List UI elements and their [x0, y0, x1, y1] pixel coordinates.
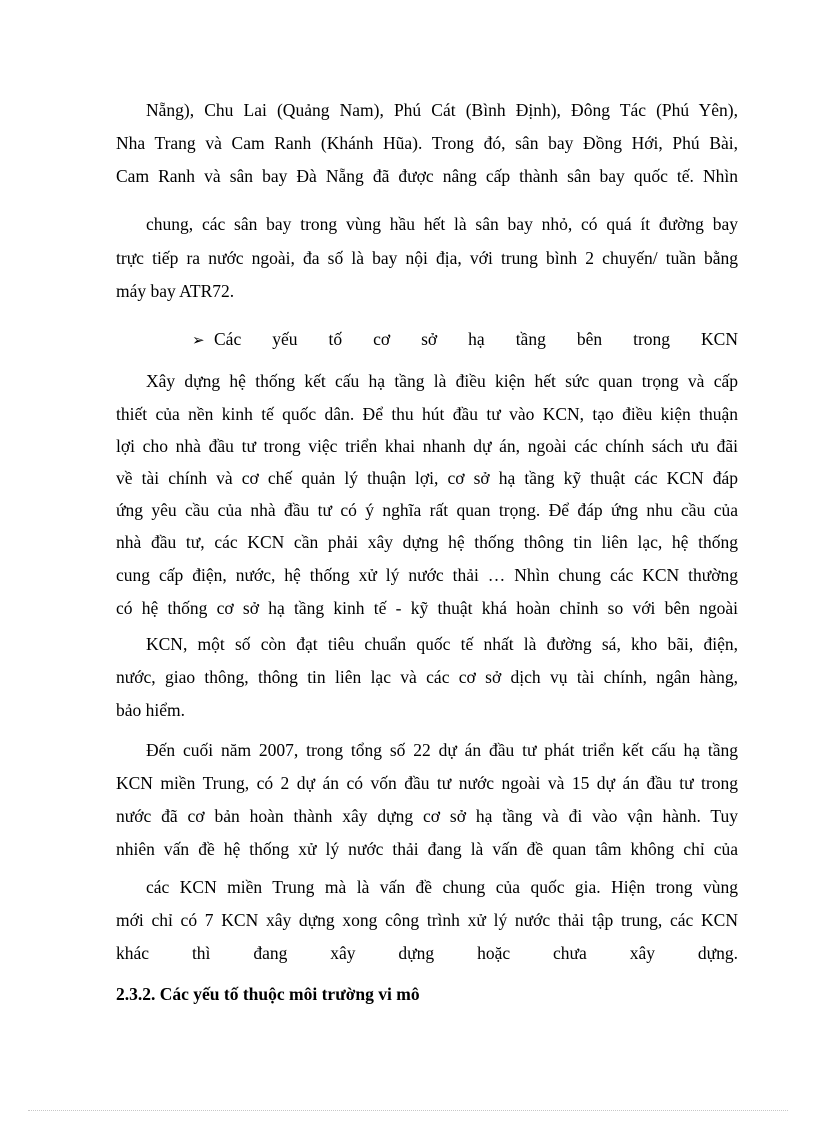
text-line: nước đã cơ bản hoàn thành xây dựng cơ sở hạ tầng và đi vào vận hành. Tuy — [116, 806, 738, 826]
text-line: khác thì đang xây dựng hoặc chưa xây dựng. — [116, 943, 738, 963]
bullet-text: Các yếu tố cơ sở hạ tầng bên trong KCN — [214, 329, 738, 349]
page-bottom-divider — [28, 1110, 788, 1111]
text-line: bảo hiểm. — [116, 700, 186, 720]
text-line: mới chỉ có 7 KCN xây dựng xong công trình xử lý nước thải tập trung, các KCN — [116, 910, 738, 930]
text-line: về tài chính và cơ chế quản lý thuận lợi, cơ sở hạ tầng kỹ thuật các KCN đáp — [116, 468, 738, 488]
text-line: nước, giao thông, thông tin liên lạc và các cơ sở dịch vụ tài chính, ngân hàng, — [116, 667, 738, 687]
text-line: Xây dựng hệ thống kết cấu hạ tầng là điều kiện hết sức quan trọng và cấp — [146, 371, 738, 391]
text-line: trực tiếp ra nước ngoài, đa số là bay nội địa, với trung bình 2 chuyến/ tuần bằng — [116, 248, 738, 268]
text-line: có hệ thống cơ sở hạ tầng kinh tế - kỹ thuật khá hoàn chỉnh so với bên ngoài — [116, 598, 738, 618]
text-line: các KCN miền Trung mà là vấn đề chung của quốc gia. Hiện trong vùng — [146, 877, 738, 897]
text-line: Cam Ranh và sân bay Đà Nẵng đã được nâng cấp thành sân bay quốc tế. Nhìn — [116, 166, 738, 186]
text-line: cung cấp điện, nước, hệ thống xử lý nước thải … Nhìn chung các KCN thường — [116, 565, 738, 585]
text-line: Nẵng), Chu Lai (Quảng Nam), Phú Cát (Bình Định), Đông Tác (Phú Yên), — [146, 100, 738, 120]
text-line: máy bay ATR72. — [116, 281, 235, 301]
text-line: thiết của nền kinh tế quốc dân. Để thu hút đầu tư vào KCN, tạo điều kiện thuận — [116, 404, 738, 424]
text-line: chung, các sân bay trong vùng hầu hết là sân bay nhỏ, có quá ít đường bay — [146, 214, 738, 234]
text-line: Đến cuối năm 2007, trong tổng số 22 dự án đầu tư phát triển kết cấu hạ tầng — [146, 740, 738, 760]
section-heading: 2.3.2. Các yếu tố thuộc môi trường vi mô — [116, 984, 420, 1004]
text-line: nhà đầu tư, các KCN cần phải xây dựng hệ thống thông tin liên lạc, hệ thống — [116, 532, 738, 552]
text-line: Nha Trang và Cam Ranh (Khánh Hũa). Trong đó, sân bay Đồng Hới, Phú Bài, — [116, 133, 738, 153]
text-line: KCN miền Trung, có 2 dự án có vốn đầu tư nước ngoài và 15 dự án đầu tư trong — [116, 773, 738, 793]
text-line: ứng yêu cầu của nhà đầu tư có ý nghĩa rất quan trọng. Để đáp ứng nhu cầu của — [116, 500, 738, 520]
text-line: KCN, một số còn đạt tiêu chuẩn quốc tế nhất là đường sá, kho bãi, điện, — [146, 634, 738, 654]
text-line: lợi cho nhà đầu tư trong việc triển khai nhanh dự án, ngoài các chính sách ưu đãi — [116, 436, 738, 456]
bullet-item — [192, 327, 738, 352]
text-line: nhiên vấn đề hệ thống xử lý nước thải đang là vấn đề quan tâm không chỉ của — [116, 839, 738, 859]
arrowhead-bullet-icon: ➢ — [192, 331, 205, 349]
